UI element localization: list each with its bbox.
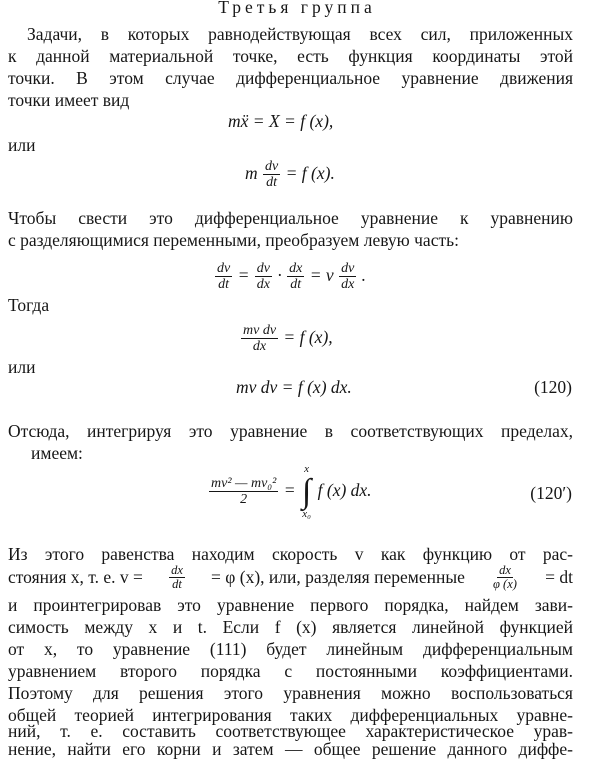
- connector-text: или: [8, 357, 36, 377]
- fraction: [209, 476, 278, 507]
- fraction-denominator: dx: [256, 277, 270, 293]
- fraction-denominator: φ (x): [493, 576, 517, 591]
- connector-text: Тогда: [8, 295, 50, 315]
- eq1-mid: X: [268, 111, 280, 131]
- fraction: [241, 323, 278, 354]
- fraction: [287, 261, 304, 292]
- paragraph-line: ний, т. е. составить соответствующее характеристическое урав-: [8, 721, 573, 741]
- paragraph-line: симость между x и t. Если f (x) является линейной функцией: [8, 617, 573, 637]
- equation-number: (120): [534, 377, 572, 397]
- eq1-lhs: mẍ: [228, 111, 249, 131]
- integral-sign: [302, 464, 311, 520]
- paragraph-line: Чтобы свести это дифференциальное уравнение к уравнению: [8, 208, 573, 228]
- equation-120-prime: $\frac{\text{mv² — mv₀²}}{2}$ = x ∫ x₀ f (x) dx.: [211, 462, 372, 520]
- eq4-rhs: f (x),: [299, 327, 333, 347]
- eq1-rhs: f (x),: [300, 111, 334, 131]
- paragraph-line: нение, найти его корни и затем — общее решение данного диффе-: [8, 739, 573, 759]
- text-run: = φ (x), или, разделяя переменные: [211, 567, 465, 587]
- paragraph-line: с разделяющимися переменными, преобразуем левую часть:: [8, 230, 459, 250]
- fraction: [491, 564, 519, 591]
- paragraph-line: точки имеет вид: [8, 90, 130, 110]
- paragraph-line: уравнением второго порядка с постоянными коэффициентами.: [8, 661, 573, 681]
- fraction-denominator: dt: [266, 175, 278, 191]
- paragraph-line: к данной материальной точке, есть функция координаты этой: [8, 46, 573, 66]
- equation-number: (120′): [530, 483, 572, 503]
- fraction-numerator: dx: [289, 261, 303, 277]
- paragraph-line: от x, то уравнение (111) будет линейным дифференциальным: [8, 639, 573, 659]
- section-heading: Третья группа: [218, 0, 376, 17]
- fraction-denominator: dx: [252, 339, 267, 355]
- fraction-denominator: dt: [218, 277, 230, 293]
- fraction-denominator: dt: [172, 576, 182, 591]
- paragraph-line-with-formula: [8, 562, 573, 592]
- paragraph-line: Поэтому для решения этого уравнения можно воспользоваться: [8, 683, 573, 703]
- paragraph-line: Отсюда, интегрируя это уравнение в соответствующих пределах,: [8, 421, 573, 441]
- equation-motion: mẍ = X = f (x),: [228, 111, 334, 131]
- fraction-numerator: dv: [341, 261, 355, 277]
- fraction-numerator: dx: [499, 562, 511, 577]
- eq3-v: v: [325, 265, 334, 285]
- paragraph-line: Из этого равенства находим скорость v как функцию от рас-: [8, 544, 573, 564]
- fraction-numerator: dx: [171, 562, 183, 577]
- fraction-numerator: mv² — mv₀²: [211, 476, 277, 492]
- paragraph-line: имеем:: [31, 443, 83, 463]
- fraction: [339, 261, 356, 292]
- integral-lower-limit: x₀: [302, 507, 311, 520]
- fraction: [169, 564, 185, 591]
- paragraph-line: точки. В этом случае дифференциальное уравнение движения: [8, 68, 573, 88]
- paragraph-line: Задачи, в которых равнодействующая всех сил, приложенных: [27, 24, 573, 44]
- paragraph-line: и проинтегрировав это уравнение первого порядка, найдем зави-: [8, 595, 573, 615]
- integral-symbol: ∫: [301, 472, 312, 510]
- eq2-mass: m: [245, 163, 258, 183]
- equation-separated: $\frac{\text{mv dv}}{dx}$ = f (x),: [243, 323, 333, 355]
- connector-text: или: [8, 135, 36, 155]
- text-run: стояния x, т. е. v =: [8, 567, 143, 587]
- fraction: [263, 159, 280, 190]
- fraction-denominator: dt: [290, 277, 302, 293]
- fraction: [255, 261, 272, 292]
- fraction-numerator: dv: [256, 261, 270, 277]
- fraction-numerator: dv: [217, 261, 231, 277]
- paragraph-line: общей теорией интегрирования таких дифференциальных уравне-: [8, 705, 573, 725]
- text-run: = dt: [545, 567, 573, 587]
- eq2-rhs: f (x).: [301, 163, 335, 183]
- fraction-denominator: 2: [240, 492, 248, 508]
- fraction: [215, 261, 232, 292]
- integral-upper-limit: x: [304, 462, 310, 475]
- fraction-numerator: mv dv: [243, 323, 277, 339]
- eq6-integrand: f (x) dx.: [317, 480, 372, 500]
- fraction-numerator: dv: [265, 159, 279, 175]
- fraction-denominator: dx: [341, 277, 355, 293]
- equation-chain-rule: $\frac{dv}{dt}$ = $\frac{dv}{dx}$ · $\frac{dx}{dt}$ = v $\frac{dv}{dx}$ .: [217, 261, 367, 293]
- equation-120: mv dv = f (x) dx.: [236, 377, 352, 397]
- equation-velocity-form: m $\frac{dv}{dt}$ = f (x).: [245, 159, 335, 191]
